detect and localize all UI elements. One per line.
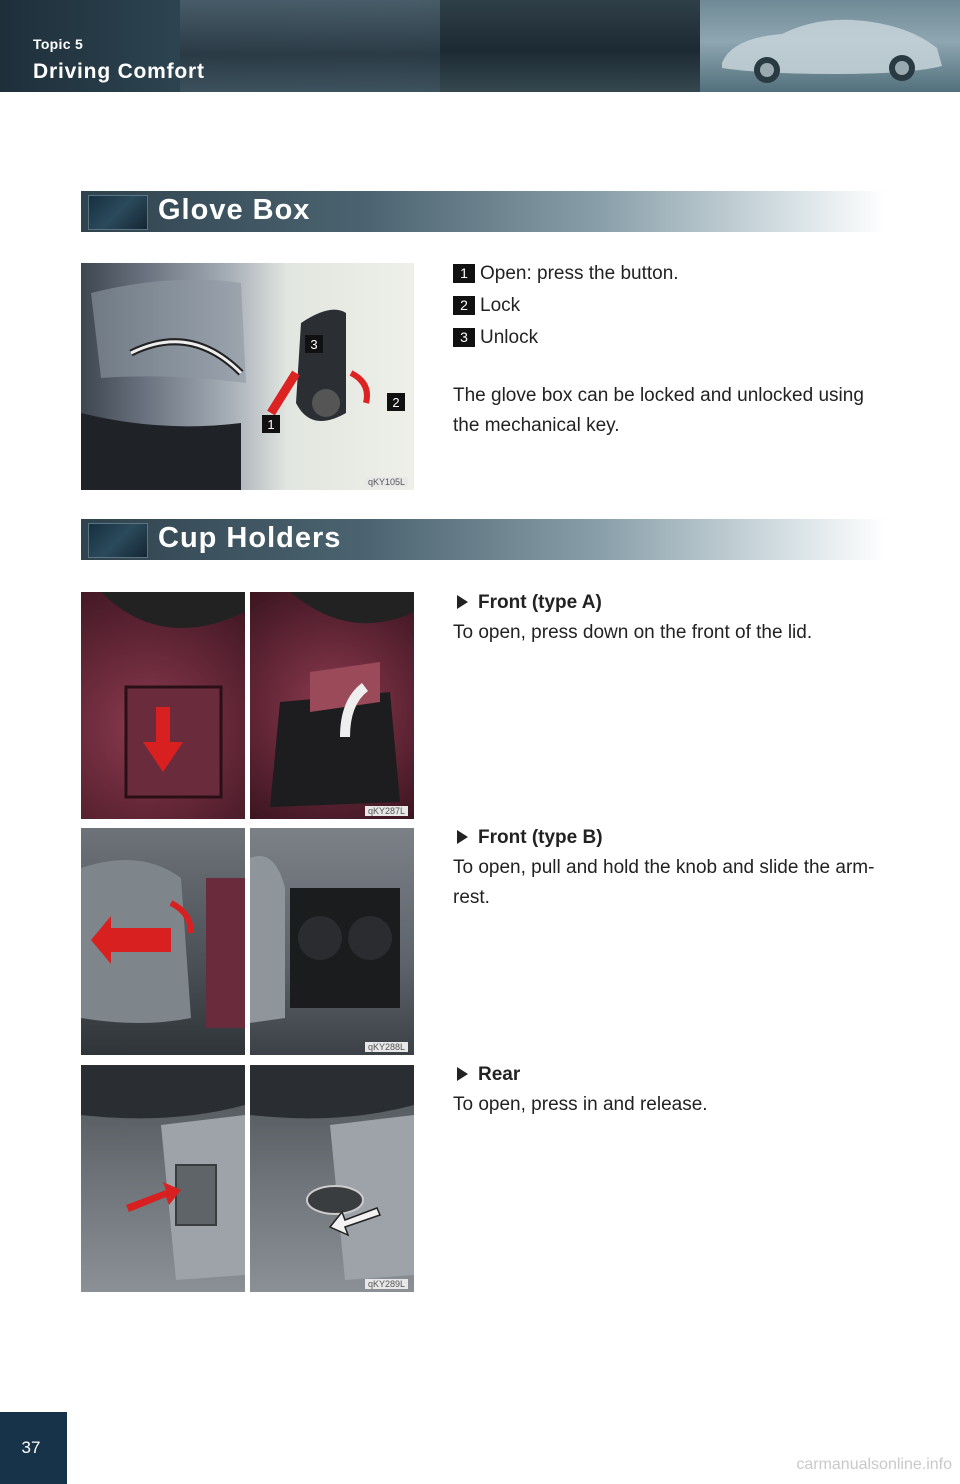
front-type-b-text	[453, 823, 874, 913]
description-line: To open, press in and release.	[453, 1094, 708, 1115]
header-photo-door	[180, 0, 440, 92]
item-text: Lock	[480, 295, 521, 316]
cup-holders-section-header	[81, 519, 886, 560]
triangle-bullet-icon	[457, 830, 468, 844]
page-header	[0, 0, 960, 92]
glove-box-illustration	[81, 263, 414, 490]
rear-text	[453, 1060, 708, 1120]
page-number-box	[0, 1412, 67, 1484]
number-badge: 1	[453, 264, 475, 283]
section-swatch	[88, 195, 148, 230]
note-line: The glove box can be locked and unlocked using	[453, 385, 864, 406]
cup-holder-front-a-open-image	[250, 592, 414, 819]
cup-holder-rear-closed-image	[81, 1065, 245, 1292]
glove-box-item-1	[453, 259, 679, 289]
image-code: qKY289L	[365, 1279, 408, 1289]
number-badge: 2	[453, 296, 475, 315]
cup-holder-front-b-closed-image	[81, 828, 245, 1055]
svg-text:2: 2	[392, 395, 400, 410]
glove-box-item-2	[453, 291, 520, 321]
image-code: qKY288L	[365, 1042, 408, 1052]
triangle-bullet-icon	[457, 595, 468, 609]
section-title: Glove Box	[158, 194, 311, 226]
glove-box-item-3	[453, 323, 538, 353]
section-swatch	[88, 523, 148, 558]
svg-text:1: 1	[267, 417, 275, 432]
car-silhouette-icon	[712, 8, 950, 88]
header-photo-interior	[440, 0, 700, 92]
glove-box-section-header	[81, 191, 886, 232]
subsection-heading: Front (type B)	[453, 823, 874, 853]
description-line: To open, press down on the front of the lid.	[453, 622, 813, 643]
front-type-a-text	[453, 588, 812, 648]
rear-closed-drawing	[81, 1065, 245, 1292]
item-text: Open: press the button.	[480, 263, 679, 284]
topic-label: Topic 5	[33, 36, 84, 52]
subsection-heading: Rear	[453, 1060, 708, 1090]
image-code: qKY287L	[365, 806, 408, 816]
watermark: carmanualsonline.info	[796, 1456, 952, 1473]
note-line: the mechanical key.	[453, 415, 620, 436]
glove-box-drawing	[81, 263, 414, 490]
number-badge: 3	[453, 328, 475, 347]
description-line: To open, pull and hold the knob and slide the arm-	[453, 857, 875, 878]
cup-holder-rear-open-image	[250, 1065, 414, 1292]
image-code: qKY105L	[365, 477, 408, 487]
item-text: Unlock	[480, 327, 539, 348]
front-b-open-drawing	[250, 828, 414, 1055]
glove-box-note	[453, 381, 864, 441]
triangle-bullet-icon	[457, 1067, 468, 1081]
svg-text:3: 3	[310, 337, 318, 352]
rear-open-drawing	[250, 1065, 414, 1292]
description-line: rest.	[453, 887, 490, 908]
cup-holder-front-b-open-image	[250, 828, 414, 1055]
topic-title: Driving Comfort	[33, 60, 205, 83]
front-a-closed-drawing	[81, 592, 245, 819]
cup-holder-front-a-closed-image	[81, 592, 245, 819]
front-a-open-drawing	[250, 592, 414, 819]
subsection-heading: Front (type A)	[453, 588, 812, 618]
front-b-closed-drawing	[81, 828, 245, 1055]
section-title: Cup Holders	[158, 522, 342, 554]
page-number: 37	[21, 1438, 41, 1457]
